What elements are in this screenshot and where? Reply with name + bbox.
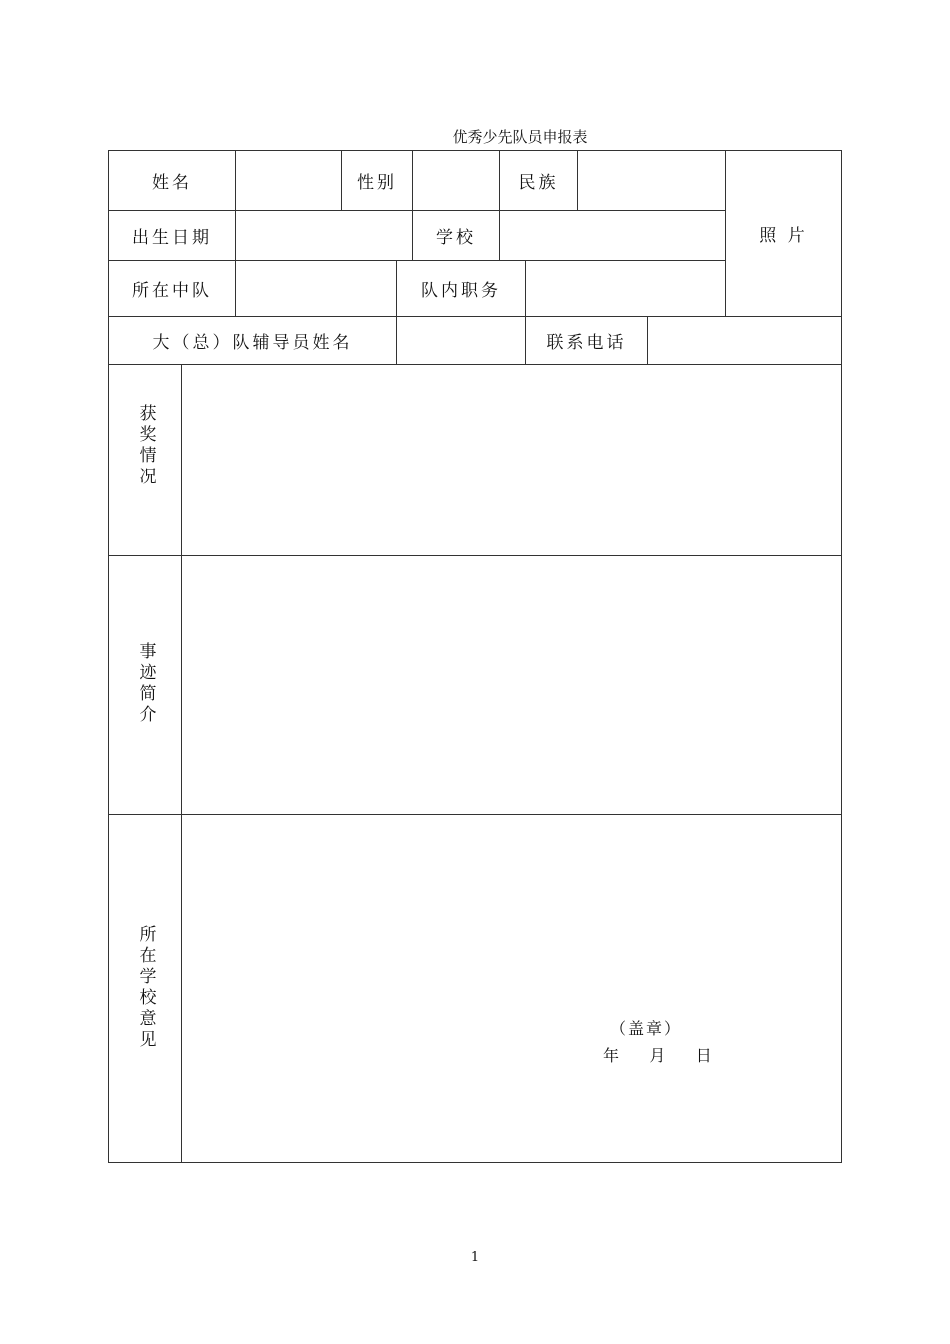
- label-squad: 所在中队: [132, 281, 212, 301]
- squad-field[interactable]: [236, 261, 396, 316]
- ethnicity-field[interactable]: [578, 151, 725, 210]
- school-opinion-field[interactable]: [182, 815, 841, 1162]
- birth-date-field[interactable]: [236, 211, 412, 260]
- label-school-opinion: [109, 912, 181, 1064]
- page-number: 1: [470, 1250, 480, 1265]
- label-name: 姓名: [152, 173, 192, 193]
- form-title: 优秀少先队员申报表: [452, 128, 588, 146]
- label-awards: [109, 396, 181, 496]
- label-deeds: [109, 634, 181, 734]
- label-squad-position: 队内职务: [421, 281, 501, 301]
- label-counselor-name: 大（总）队辅导员姓名: [152, 333, 353, 353]
- squad-position-field[interactable]: [526, 261, 725, 316]
- phone-field[interactable]: [648, 317, 841, 364]
- label-deeds-text: 事迹简介: [135, 642, 156, 726]
- seal-stamp-label: （盖章）: [610, 1019, 683, 1038]
- seal-date-label: 年 月 日: [603, 1046, 714, 1065]
- awards-field[interactable]: [182, 365, 841, 555]
- counselor-name-field[interactable]: [397, 317, 525, 364]
- school-field[interactable]: [500, 211, 725, 260]
- label-school-opinion-text: 所在学校意见: [135, 925, 156, 1051]
- deeds-field[interactable]: [182, 556, 841, 814]
- gender-field[interactable]: [413, 151, 499, 210]
- label-phone: 联系电话: [546, 333, 627, 353]
- label-birth-date: 出生日期: [132, 228, 212, 248]
- photo-area[interactable]: 照 片: [759, 226, 808, 246]
- name-field[interactable]: [236, 151, 341, 210]
- label-ethnicity: 民族: [518, 173, 559, 193]
- label-school: 学校: [436, 228, 476, 248]
- label-gender: 性别: [357, 173, 397, 193]
- label-awards-text: 获奖情况: [135, 404, 156, 488]
